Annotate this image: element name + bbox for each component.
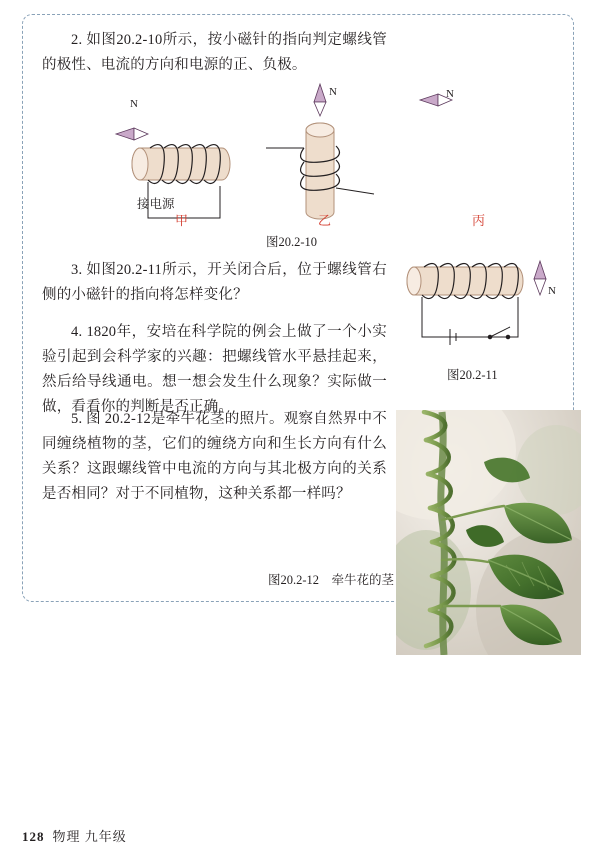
plant-photo-graphic [396,410,581,655]
page-footer [22,826,127,845]
page-number: 128 [22,829,45,844]
question-3-text: 3. 如图20.2-11所示，开关闭合后，位于螺线管右侧的小磁针的指向将怎样变化？ [42,262,387,303]
question-4-text: 4. 1820年，安培在科学院的例会上做了一个小实验引起到会科学家的兴趣：把螺线管水平悬挂起来，然后给导线通电。想一想会发生什么现象？实际做一做，看看你的判断是否正确。 [42,324,387,415]
compass-needle-fig2 [534,261,546,295]
figure-20-2-11 [398,255,563,360]
footer-subject: 物理 九年级 [52,829,127,844]
label-yi: 乙 [318,213,332,228]
question-2-text: 2. 如图20.2-10所示，按小磁针的指向判定螺线管的极性、电流的方向和电源的正、负极。 [42,32,387,73]
figure-20-2-11-caption: 图20.2-11 [447,368,498,382]
figure-20-2-10 [42,76,552,246]
solenoid-body-jia [132,148,230,180]
solenoid-diagram-bing [390,82,550,242]
solenoid-circuit-diagram [398,255,563,360]
figure-20-2-10-caption: 图20.2-10 [266,235,318,249]
label-n-jia: N [130,98,138,110]
label-n-fig2: N [548,285,556,297]
question-5-text: 5. 图 20.2-12是牵牛花茎的照片。观察自然界中不同缠绕植物的茎，它们的缠绕方向和生长方向有什么关系？这跟螺线管中电流的方向与其北极方向的关系是否相同？对于不同植物，这种关系都一样吗？ [42,411,387,502]
label-n-yi: N [329,86,337,98]
solenoid-body-yi [306,123,334,219]
label-n-bing: N [446,88,454,100]
figure-20-2-12-caption: 图20.2-12 牵牛花的茎 [268,573,395,587]
compass-needle-jia [116,128,148,140]
label-jia: 甲 [175,213,189,228]
compass-needle-yi [314,84,326,116]
label-power-source: 接电源 [137,197,175,211]
label-bing: 丙 [472,213,486,228]
morning-glory-stem-photo [396,410,581,655]
